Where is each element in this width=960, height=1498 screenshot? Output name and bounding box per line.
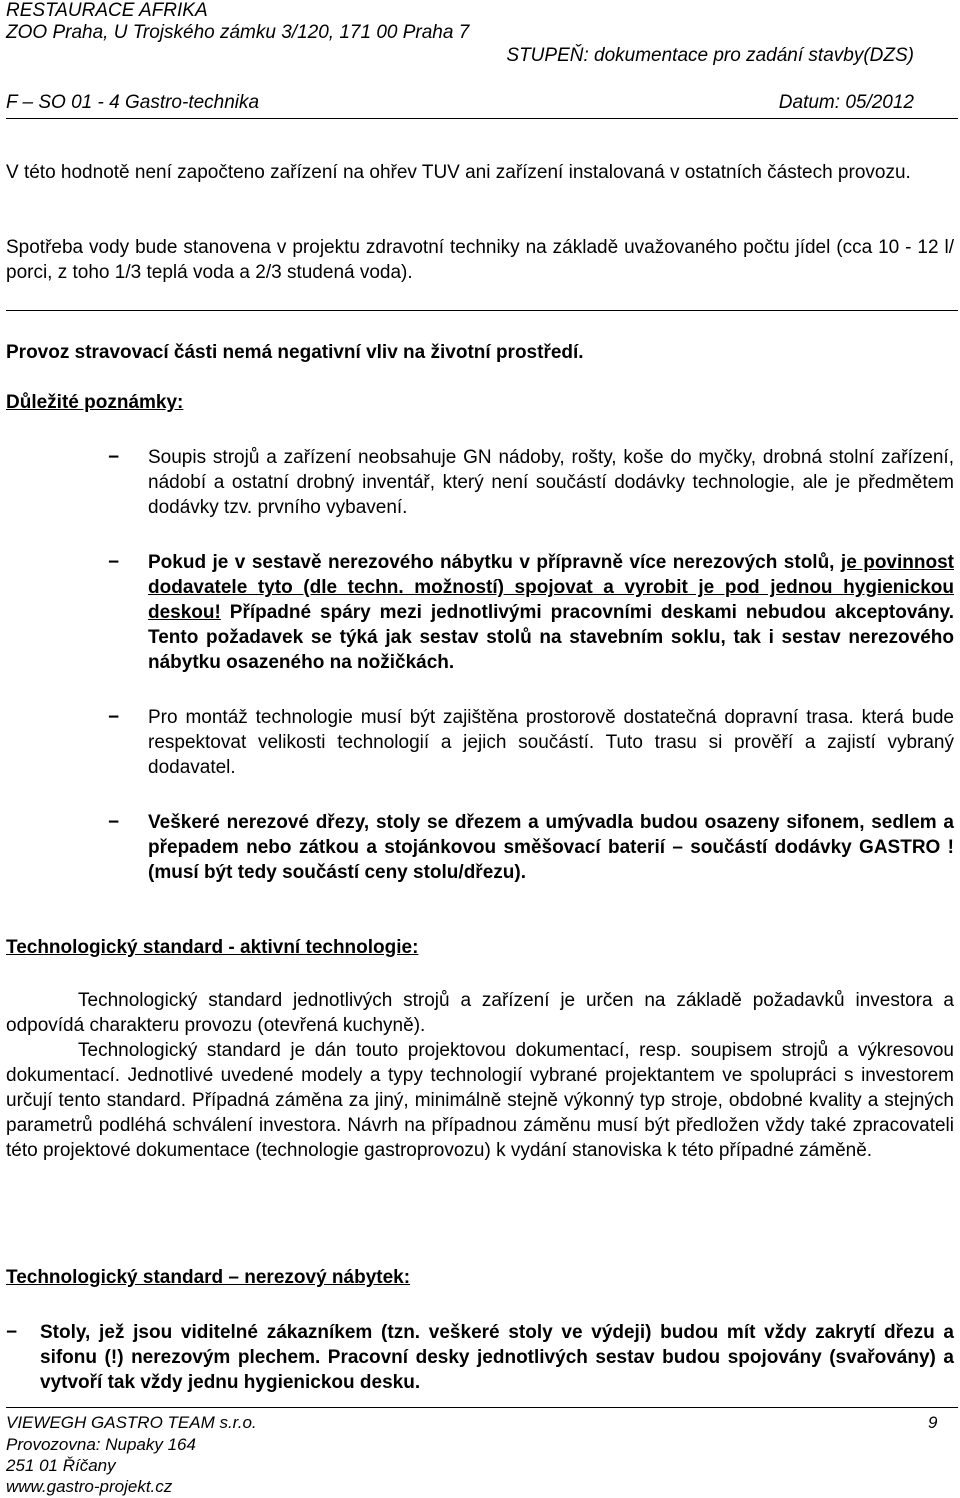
intro-paragraph-2: Spotřeba vody bude stanovena v projektu zdravotní techniky na základě uvažovaného počtu jídel (cca 10 - 12 l/ porci, z toho 1/3 teplá voda a 2/3 studená voda). [6, 237, 954, 283]
bullet-dash: − [108, 447, 120, 468]
standard-active-paragraph-1: Technologický standard jednotlivých strojů a zařízení je určen na základě požadavků investora a odpovídá charakteru provozu (otevřená kuchyně). [6, 990, 954, 1036]
header-address: ZOO Praha, U Trojského zámku 3/120, 171 00 Praha 7 [6, 22, 470, 43]
section-rule [6, 310, 958, 311]
environment-statement: Provoz stravovací části nemá negativní vliv na životní prostředí. [6, 342, 584, 363]
bullet-dash: − [108, 552, 120, 573]
bullet-dash: − [108, 707, 120, 728]
notes-heading: Důležité poznámky: [6, 392, 184, 413]
footer-rule [6, 1407, 958, 1408]
footer-web[interactable]: www.gastro-projekt.cz [6, 1477, 173, 1496]
header-title: RESTAURACE AFRIKA [6, 0, 208, 21]
note-item-2 [148, 550, 954, 675]
footer-branch: Provozovna: Nupaky 164 [6, 1435, 196, 1454]
page-number: 9 [928, 1413, 938, 1432]
note-item-3: Pro montáž technologie musí být zajištěna prostorově dostatečná dopravní trasa. která bude respektovat velikosti technologií a jejich součástí. Tuto trasu si prověří a zajistí vybraný dodavatel. [148, 707, 954, 778]
header-rule [6, 118, 958, 119]
note-item-2-part-c: Případné spáry mezi jednotlivými pracovními deskami nebudou akceptovány. Tento požadavek se týká jak sestav stolů na stavebním soklu, tak i sestav nerezového nábytku osazeného na nožičkách. [148, 602, 954, 673]
header-date: Datum: 05/2012 [778, 92, 914, 113]
header-stage: STUPEŇ: dokumentace pro zadání stavby(DZS) [506, 45, 914, 66]
bullet-dash: − [6, 1322, 18, 1343]
bullet-dash: − [108, 812, 120, 833]
standard-active-heading: Technologický standard - aktivní technologie: [6, 937, 419, 958]
footer-city: 251 01 Říčany [6, 1456, 116, 1475]
note-item-4: Veškeré nerezové dřezy, stoly se dřezem a umývadla budou osazeny sifonem, sedlem a přepadem nebo zátkou a stojánkovou směšovací baterií – součástí dodávky GASTRO ! (musí být tedy součástí ceny stolu/dřezu). [148, 812, 954, 883]
standard-steel-item-1: Stoly, jež jsou viditelné zákazníkem (tzn. veškeré stoly ve výdeji) budou mít vždy zakrytí dřezu a sifonu (!) nerezovým plechem. Pracovní desky jednotlivých sestav budou spojovány (svařovány) a vytvoří tak vždy jednu hygienickou desku. [40, 1322, 954, 1393]
note-item-2-part-b: je povinnost dodavatele tyto (dle techn. možností) spojovat a vyrobit je pod jednou hygienickou deskou! [148, 552, 954, 623]
note-item-2-part-a: Pokud je v sestavě nerezového nábytku v přípravně více nerezových stolů, [148, 552, 841, 573]
note-item-1: Soupis strojů a zařízení neobsahuje GN nádoby, rošty, koše do myčky, drobná stolní zařízení, nádobí a ostatní drobný inventář, který není součástí dodávky technologie, ale je předmětem dodávky tzv. prvního vybavení. [148, 447, 954, 518]
header-section: F – SO 01 - 4 Gastro-technika [6, 92, 260, 113]
intro-paragraph-1: V této hodnotě není započteno zařízení na ohřev TUV ani zařízení instalovaná v ostatních částech provozu. [6, 162, 911, 183]
standard-active-paragraph-2: Technologický standard je dán touto projektovou dokumentací, resp. soupisem strojů a výkresovou dokumentací. Jednotlivé uvedené modely a typy technologií vybrané projektantem ve spolupráci s investorem určují tento standard. Případná záměna za jiný, minimálně stejně výkonný typ stroje, obdobné kvality a stejných parametrů podléhá schválení investora. Návrh na případnou záměnu musí být předložen vždy také zpracovateli této projektové dokumentace (technologie gastroprovozu) k vydání stanoviska k této případné záměně. [6, 1040, 954, 1161]
footer-company: VIEWEGH GASTRO TEAM s.r.o. [6, 1413, 257, 1432]
standard-steel-heading: Technologický standard – nerezový nábytek: [6, 1267, 411, 1288]
